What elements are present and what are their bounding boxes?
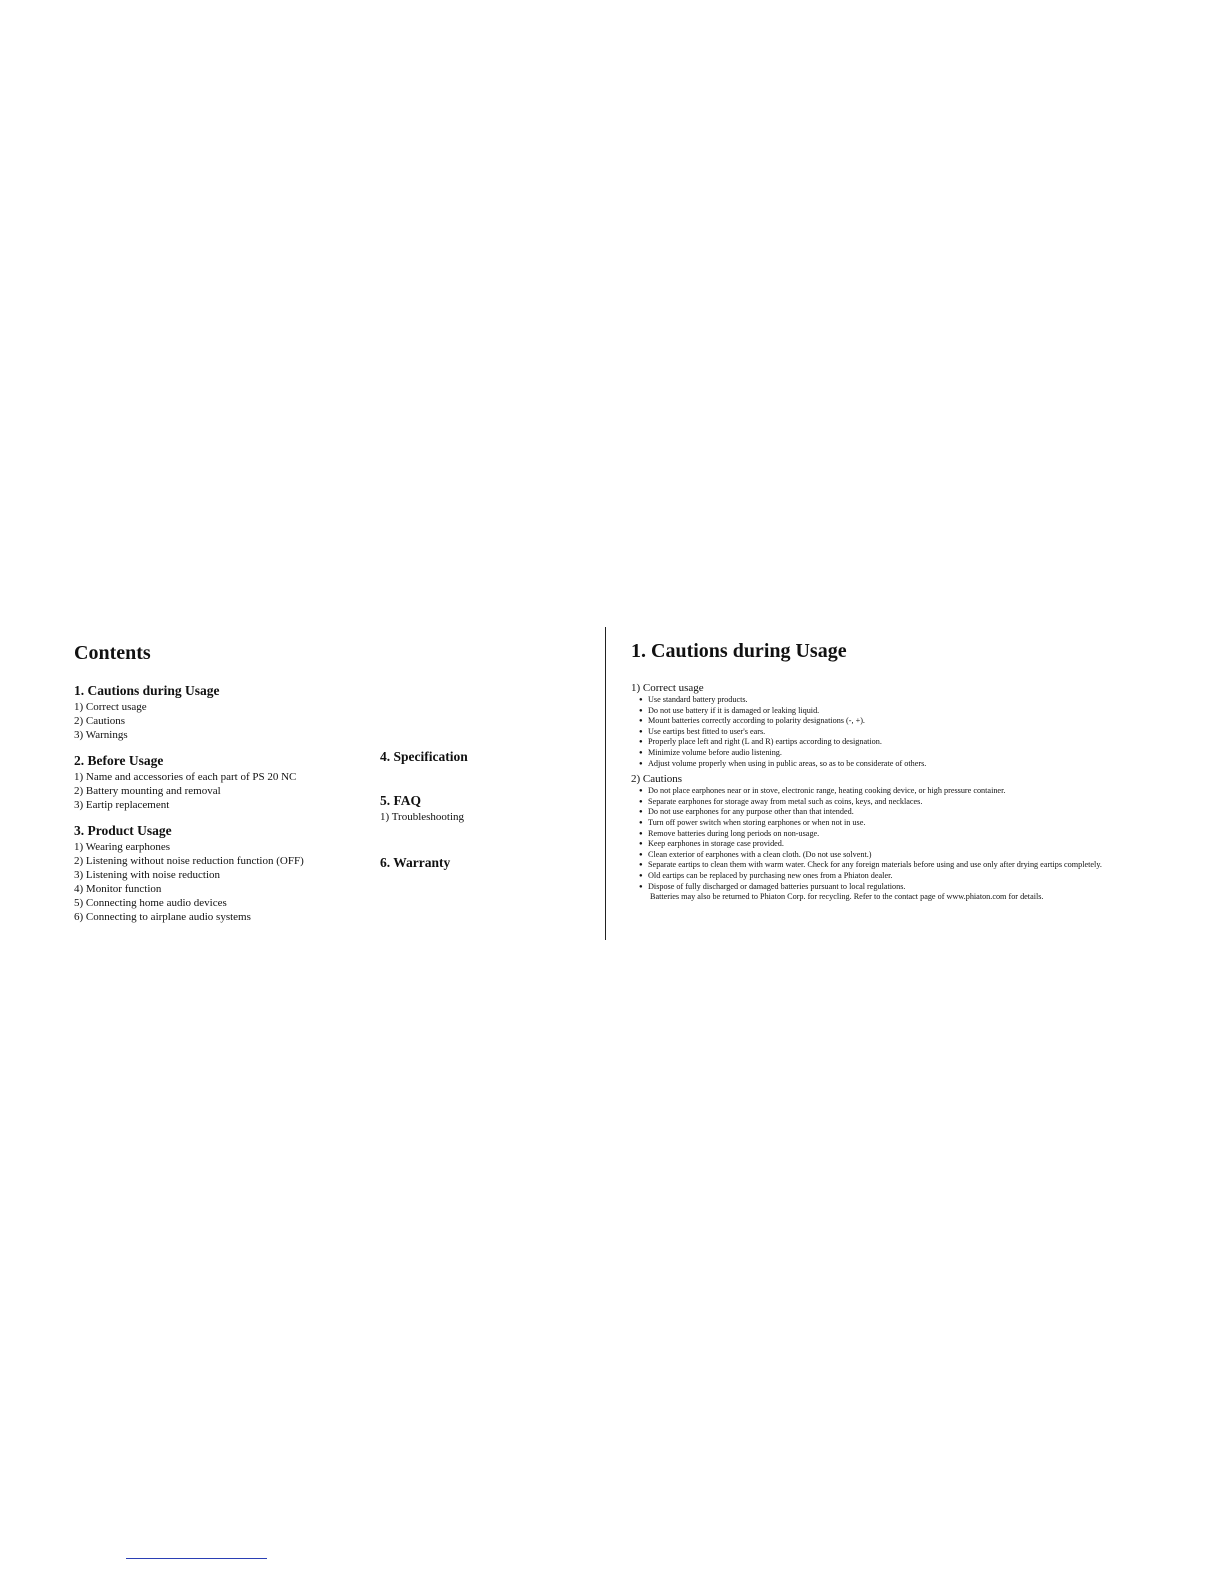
bullet-item: ● Turn off power switch when storing earphones or when not in use.: [639, 818, 1211, 829]
toc-section-faq: [380, 792, 580, 824]
cautions-body: [631, 682, 1211, 903]
toc-section-warranty: [380, 854, 580, 872]
bullet-item: ● Remove batteries during long periods on non-usage.: [639, 829, 1211, 840]
toc-item[interactable]: 3) Warnings: [74, 729, 128, 741]
cautions-page: [631, 640, 1211, 940]
toc-heading[interactable]: 3. Product Usage: [74, 823, 172, 838]
toc-item[interactable]: 3) Listening with noise reduction: [74, 869, 221, 881]
bullet-item: ● Separate earphones for storage away from metal such as coins, keys, and necklaces.: [639, 797, 1211, 808]
toc-item[interactable]: 1) Correct usage: [74, 701, 147, 713]
bullet-item: ● Clean exterior of earphones with a clean cloth. (Do not use solvent.): [639, 850, 1211, 861]
page-divider: [605, 627, 606, 940]
toc-item[interactable]: 1) Troubleshooting: [380, 811, 465, 823]
bullet-item: ● Do not place earphones near or in stove, electronic range, heating cooking device, or high pressure container.: [639, 786, 1211, 797]
footer-rule: [126, 1558, 267, 1559]
toc-item[interactable]: 4) Monitor function: [74, 883, 162, 895]
bullet-item: ● Dispose of fully discharged or damaged batteries pursuant to local regulations.: [639, 882, 1211, 893]
contents-column-right: [380, 748, 580, 882]
toc-item[interactable]: 2) Battery mounting and removal: [74, 785, 221, 797]
toc-item[interactable]: 2) Listening without noise reduction function (OFF): [74, 855, 304, 867]
bullet-item: ● Mount batteries correctly according to polarity designations (-, +).: [639, 716, 1211, 727]
contents-column-left: [74, 682, 364, 934]
contents-page: [74, 640, 594, 940]
bullet-item: ● Old eartips can be replaced by purchasing new ones from a Phiaton dealer.: [639, 871, 1211, 882]
bullet-item: ● Separate eartips to clean them with warm water. Check for any foreign materials before using and use only after drying eartips completely.: [639, 860, 1211, 871]
bullet-item: ● Properly place left and right (L and R) eartips according to designation.: [639, 737, 1211, 748]
toc-section-before-usage: [74, 752, 364, 812]
bullet-item: ● Minimize volume before audio listening.: [639, 748, 1211, 759]
toc-section-product-usage: [74, 822, 364, 924]
toc-heading[interactable]: 1. Cautions during Usage: [74, 683, 220, 698]
bullet-item: ● Do not use earphones for any purpose other than that intended.: [639, 807, 1211, 818]
cautions-title: 1. Cautions during Usage: [631, 640, 847, 662]
contents-title: Contents: [74, 642, 151, 664]
toc-item[interactable]: 5) Connecting home audio devices: [74, 897, 227, 909]
cautions-heading: 2) Cautions: [631, 773, 683, 786]
toc-item[interactable]: 6) Connecting to airplane audio systems: [74, 911, 251, 923]
bullet-item: ● Use standard battery products.: [639, 695, 1211, 706]
toc-heading[interactable]: 2. Before Usage: [74, 753, 164, 768]
correct-usage-heading: 1) Correct usage: [631, 682, 704, 694]
toc-item[interactable]: 2) Cautions: [74, 715, 126, 727]
recycling-note: Batteries may also be returned to Phiaton Corp. for recycling. Refer to the contact page of www.phiaton.com for details.: [650, 892, 1044, 902]
toc-item[interactable]: 1) Name and accessories of each part of PS 20 NC: [74, 771, 297, 783]
toc-heading[interactable]: 6. Warranty: [380, 855, 451, 870]
toc-heading[interactable]: 5. FAQ: [380, 793, 421, 808]
bullet-item: ● Do not use battery if it is damaged or leaking liquid.: [639, 706, 1211, 717]
toc-item[interactable]: 1) Wearing earphones: [74, 841, 171, 853]
cautions-list: [631, 786, 1211, 892]
correct-usage-list: [631, 695, 1211, 769]
toc-item[interactable]: 3) Eartip replacement: [74, 799, 170, 811]
toc-section-cautions: [74, 682, 364, 742]
toc-section-specification: [380, 748, 580, 766]
bullet-item: ● Use eartips best fitted to user's ears.: [639, 727, 1211, 738]
bullet-item: ● Adjust volume properly when using in public areas, so as to be considerate of others.: [639, 759, 1211, 770]
bullet-item: ● Keep earphones in storage case provided.: [639, 839, 1211, 850]
toc-heading[interactable]: 4. Specification: [380, 749, 468, 764]
